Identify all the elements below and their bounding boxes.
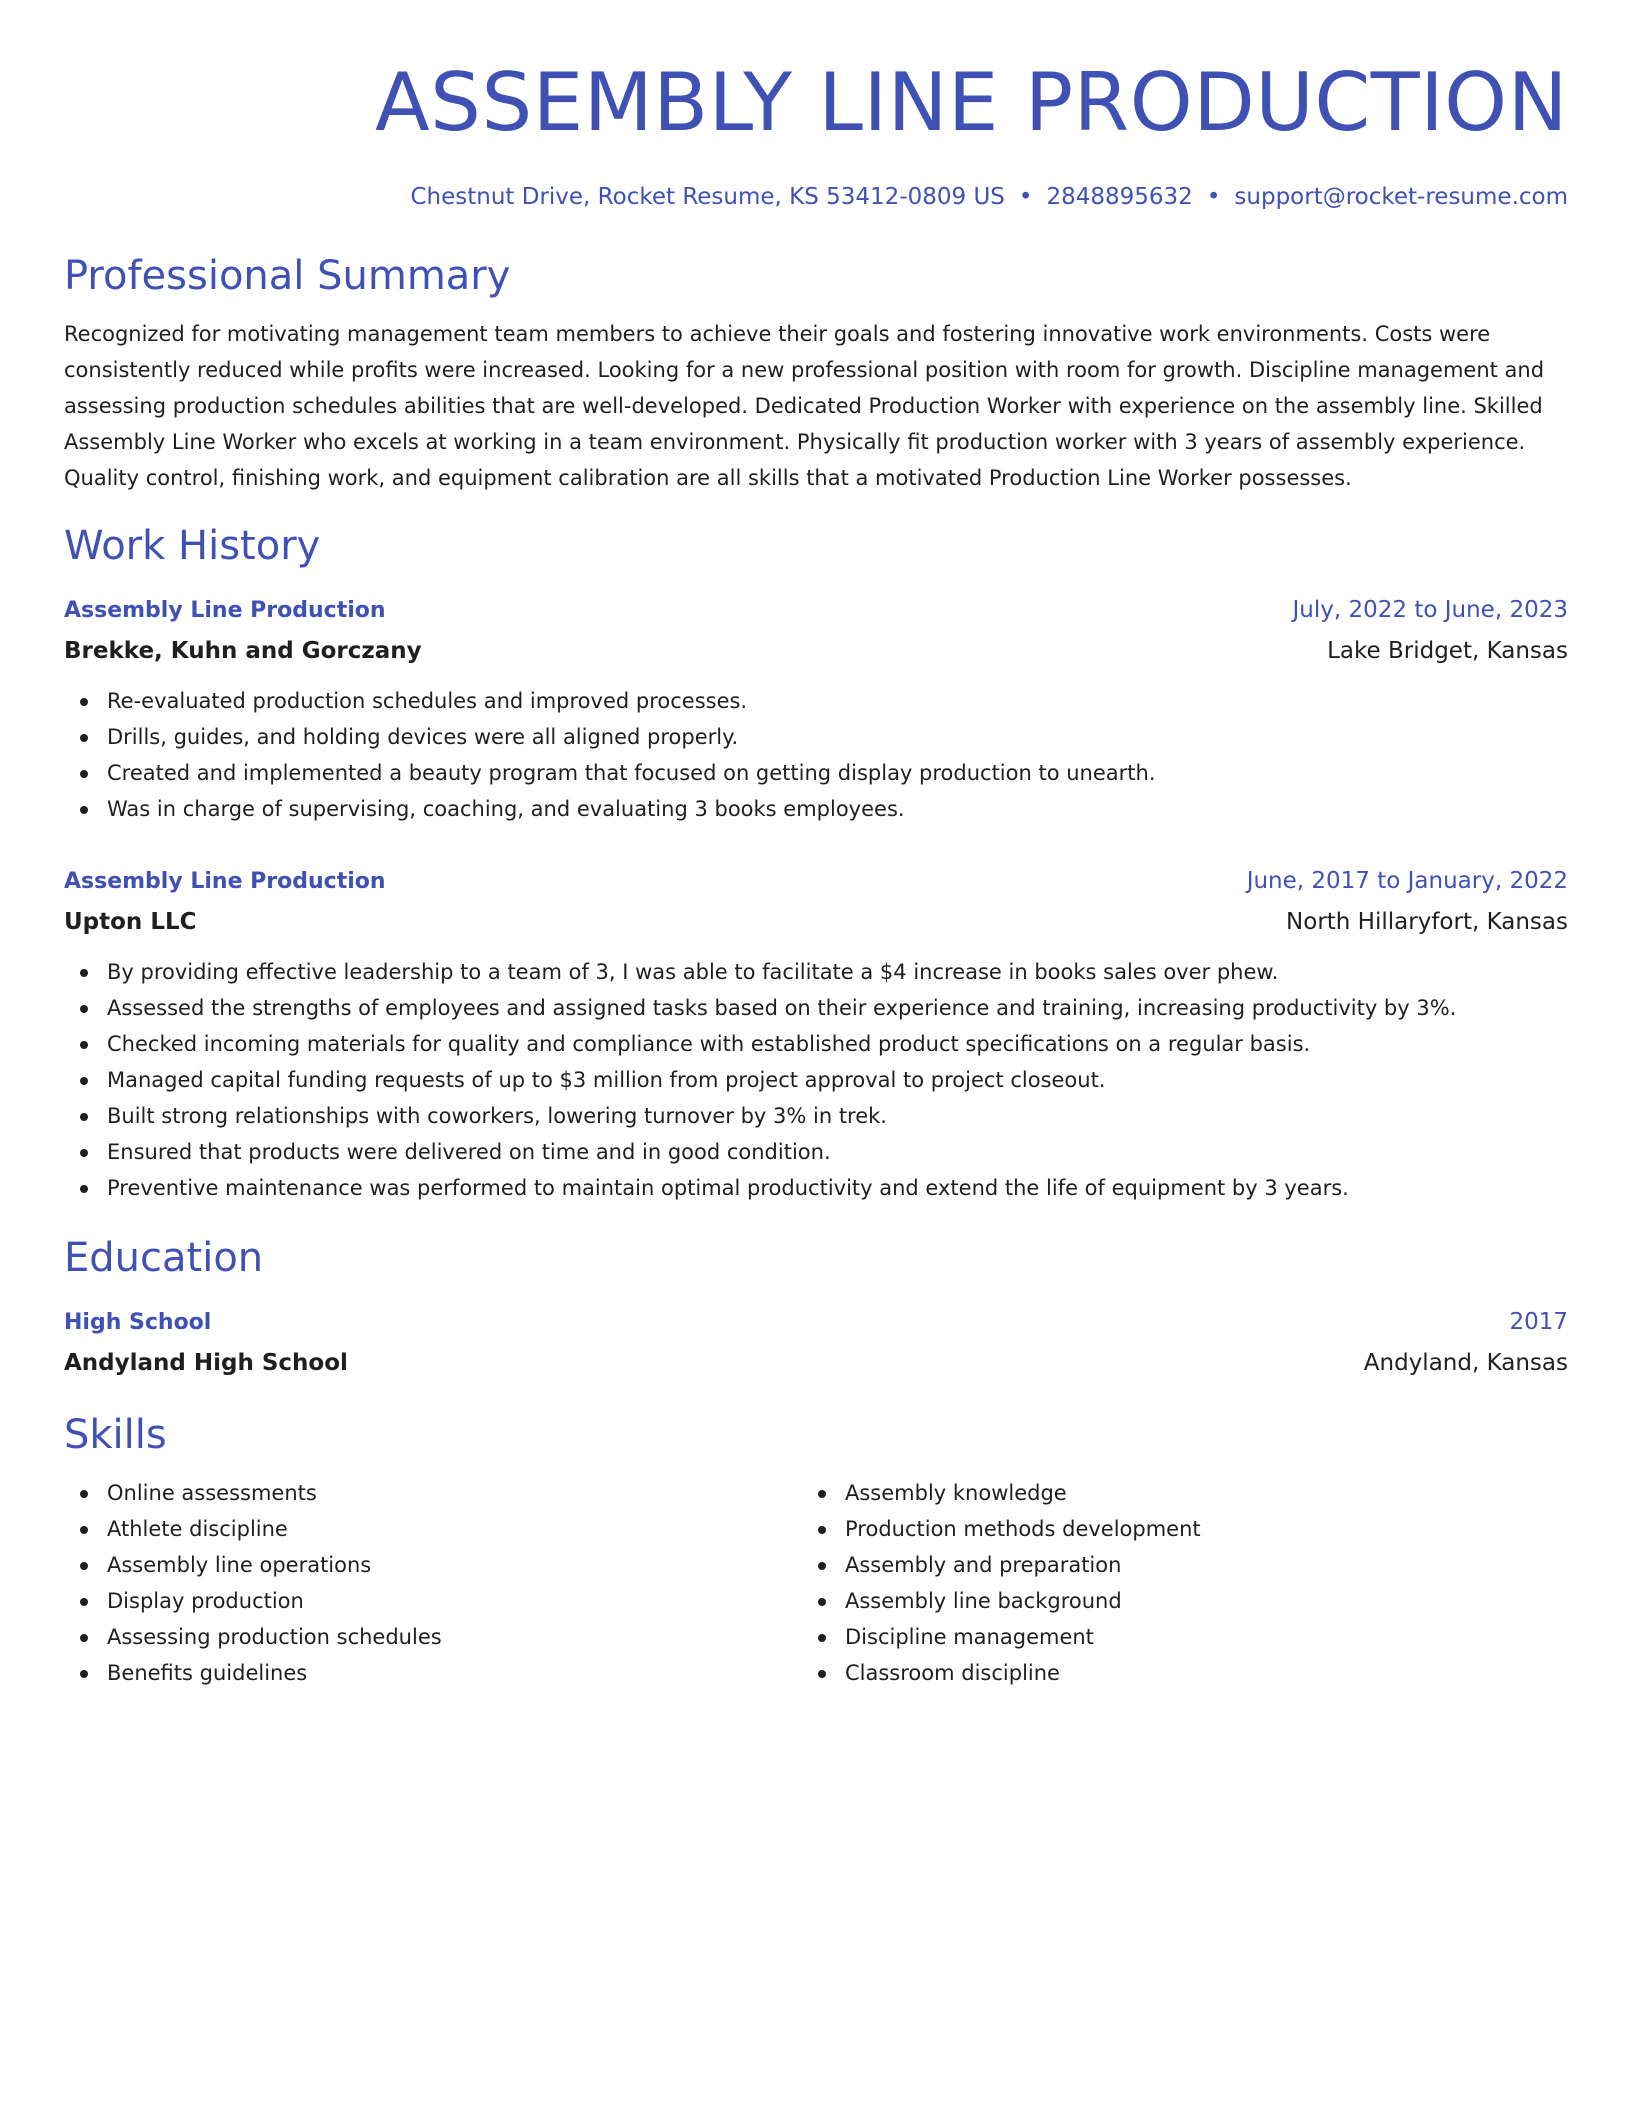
skill-item: Production methods development [802, 1511, 1540, 1547]
skill-item: Athlete discipline [64, 1511, 802, 1547]
list-item: Preventive maintenance was performed to maintain optimal productivity and extend the life of equipment by 3 years. [64, 1170, 1568, 1206]
list-item: Assessed the strengths of employees and assigned tasks based on their experience and training, increasing productivity by 3%. [64, 990, 1568, 1026]
education-year: 2017 [1509, 1309, 1568, 1335]
skill-item: Benefits guidelines [64, 1655, 802, 1691]
section-title-skills: Skills [64, 1412, 167, 1458]
education-school-row [64, 1341, 1568, 1381]
summary-text: Recognized for motivating management team members to achieve their goals and fostering innovative work environments. Costs were consistently reduced while profits were increased. Looking for a new professional position with room for growth. Discipline management and assessing production schedules abilities that are well-developed. Dedicated Production Worker with experience on the assembly line. Skilled Assembly Line Worker who excels at working in a team environment. Physically fit production worker with 3 years of assembly experience. Quality control, finishing work, and equipment calibration are all skills that a motivated Production Line Worker possesses. [64, 322, 1545, 490]
education-school: Andyland High School [64, 1350, 348, 1376]
section-title-education: Education [64, 1235, 264, 1281]
skill-item: Assembly line operations [64, 1547, 802, 1583]
job-role: Assembly Line Production [64, 869, 386, 894]
section-title-work-history: Work History [64, 523, 321, 569]
job-dates: July, 2022 to June, 2023 [1292, 597, 1568, 623]
job-company: Upton LLC [64, 909, 197, 935]
skill-item: Display production [64, 1583, 802, 1619]
job-company: Brekke, Kuhn and Gorczany [64, 638, 422, 664]
contact-email[interactable]: support@rocket-resume.com [1234, 184, 1568, 210]
job-dates: June, 2017 to January, 2022 [1246, 868, 1568, 894]
list-item: Managed capital funding requests of up to $3 million from project approval to project closeout. [64, 1062, 1568, 1098]
contact-address: Chestnut Drive, Rocket Resume, KS 53412-0809 US [410, 184, 1005, 210]
job-entry [64, 863, 1568, 1206]
list-item: Drills, guides, and holding devices were all aligned properly. [64, 719, 1568, 755]
job-company-row [64, 900, 1568, 940]
job-header-row [64, 863, 1568, 900]
skills-columns [64, 1475, 1568, 1691]
skills-column-right [802, 1475, 1540, 1691]
list-item: Built strong relationships with coworkers, lowering turnover by 3% in trek. [64, 1098, 1568, 1134]
contact-line [64, 180, 1568, 214]
skill-item: Assembly line background [802, 1583, 1540, 1619]
skill-item: Discipline management [802, 1619, 1540, 1655]
job-bullets [64, 683, 1568, 827]
education-location: Andyland, Kansas [1363, 1350, 1568, 1376]
skill-item: Online assessments [64, 1475, 802, 1511]
education-degree: High School [64, 1310, 212, 1335]
skill-item: Classroom discipline [802, 1655, 1540, 1691]
skills-list-right [802, 1475, 1540, 1691]
education-header-row [64, 1304, 1568, 1341]
contact-separator: • [1018, 184, 1033, 210]
section-title-summary: Professional Summary [64, 253, 511, 299]
job-location: North Hillaryfort, Kansas [1286, 909, 1568, 935]
list-item: Was in charge of supervising, coaching, and evaluating 3 books employees. [64, 791, 1568, 827]
education-entry [64, 1304, 1568, 1381]
contact-phone: 2848895632 [1046, 184, 1193, 210]
job-role: Assembly Line Production [64, 598, 386, 623]
skill-item: Assembly and preparation [802, 1547, 1540, 1583]
job-header-row [64, 592, 1568, 629]
skills-list-left [64, 1475, 802, 1691]
list-item: Re-evaluated production schedules and improved processes. [64, 683, 1568, 719]
contact-separator: • [1206, 184, 1221, 210]
candidate-name: ASSEMBLY LINE PRODUCTION [374, 56, 1568, 149]
skill-item: Assembly knowledge [802, 1475, 1540, 1511]
job-location: Lake Bridget, Kansas [1327, 638, 1568, 664]
list-item: Checked incoming materials for quality and compliance with established product specifications on a regular basis. [64, 1026, 1568, 1062]
job-bullets [64, 954, 1568, 1206]
list-item: Created and implemented a beauty program that focused on getting display production to unearth. [64, 755, 1568, 791]
job-entry [64, 592, 1568, 827]
skills-column-left [64, 1475, 802, 1691]
list-item: By providing effective leadership to a team of 3, I was able to facilitate a $4 increase in books sales over phew. [64, 954, 1568, 990]
skill-item: Assessing production schedules [64, 1619, 802, 1655]
list-item: Ensured that products were delivered on time and in good condition. [64, 1134, 1568, 1170]
job-company-row [64, 629, 1568, 669]
